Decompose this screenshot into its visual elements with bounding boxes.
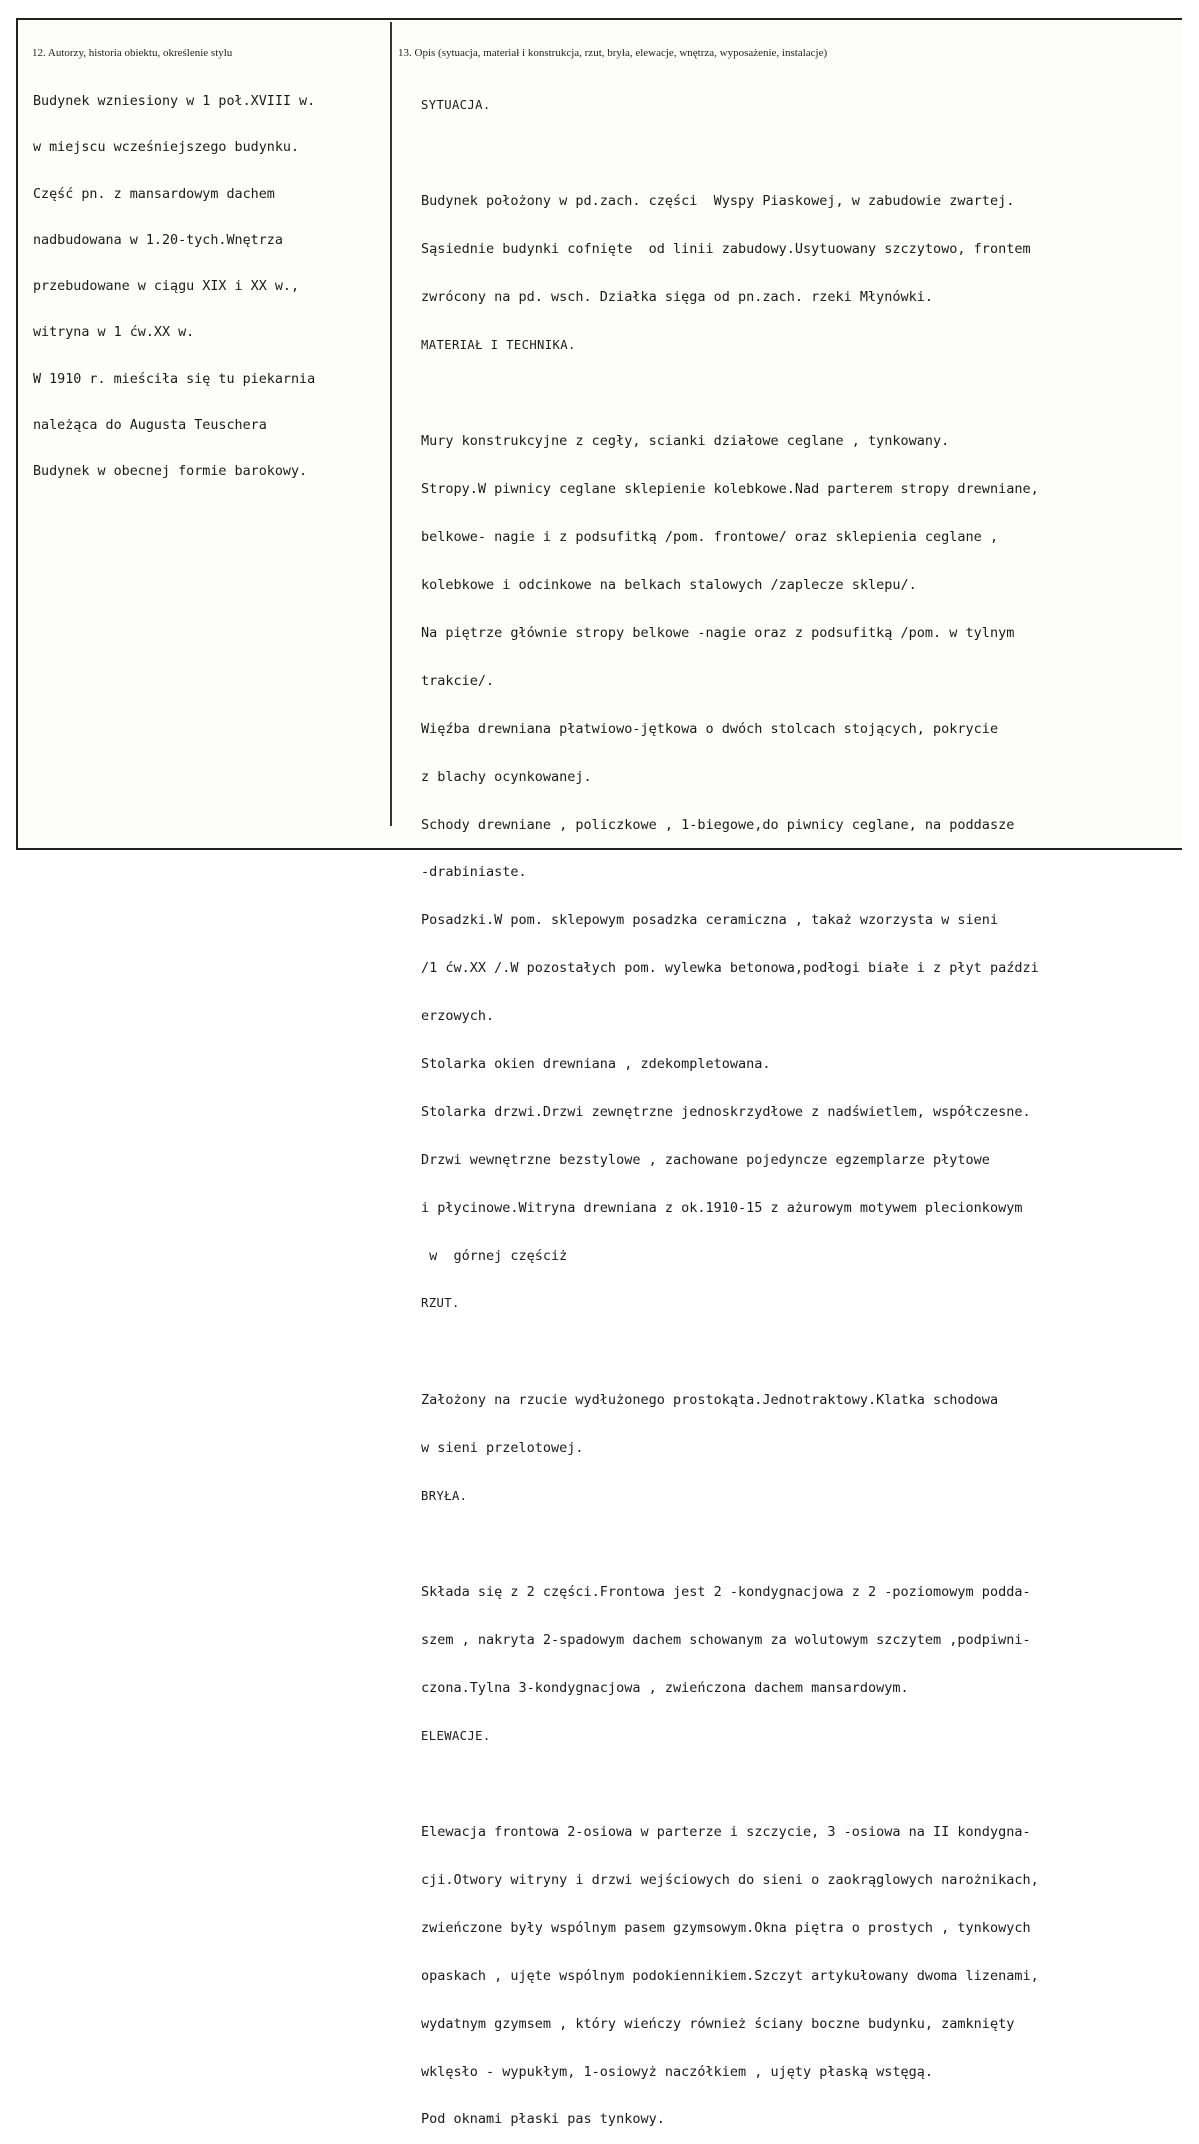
description-line: Sąsiednie budynki cofnięte od linii zabudowy.Usytuowany szczytowo, frontem	[421, 241, 1031, 258]
section-heading-elewacje: ELEWACJE.	[421, 1728, 491, 1743]
history-line: Budynek w obecnej formie barokowy.	[33, 464, 308, 480]
description-line: cji.Otwory witryny i drzwi wejściowych do sieni o zaokrąglowych narożnikach,	[421, 1872, 1039, 1888]
description-line: Więźba drewniana płatwiowo-jętkowa o dwóch stolcach stojących, pokrycie	[421, 720, 999, 737]
description-line: /1 ćw.XX /.W pozostałych pom. wylewka betonowa,podłogi białe i z płyt paździ	[421, 960, 1039, 977]
section-heading-material: MATERIAŁ I TECHNIKA.	[421, 338, 576, 353]
description-line: -drabiniaste.	[421, 864, 527, 881]
description-line: Schody drewniane , policzkowe , 1-biegowe,do piwnicy ceglane, na poddasze	[421, 816, 1015, 833]
description-line: erzowych.	[421, 1008, 495, 1025]
description-line: Mury konstrukcyjne z cegły, scianki działowe ceglane , tynkowany.	[421, 433, 950, 450]
blank-line	[421, 1344, 1039, 1361]
description-line: Pod oknami płaski pas tynkowy.	[421, 2111, 665, 2128]
blank-line	[421, 1777, 1039, 1794]
description-line: szem , nakryta 2-spadowym dachem schowanym za wolutowym szczytem ,podpiwni-	[421, 1631, 1031, 1648]
history-line: przebudowane w ciągu XIX i XX w.,	[33, 279, 300, 295]
description-line: belkowe- nagie i z podsufitką /pom. frontowe/ oraz sklepienia ceglane ,	[421, 529, 999, 546]
page-edge	[1182, 0, 1199, 851]
left-field-label: 12. Autorzy, historia obiektu, określenie stylu	[32, 47, 233, 59]
description-text-block	[421, 66, 1039, 2144]
section-heading-sytuacja: SYTUACJA.	[421, 98, 491, 112]
history-text-block	[33, 64, 315, 496]
description-line: opaskach , ujęte wspólnym podokiennikiem.Szczyt artykułowany dwoma lizenami,	[421, 1967, 1039, 1984]
description-line: Elewacja frontowa 2-osiowa w parterze i szczycie, 3 -osiowa na II kondygna-	[421, 1824, 1031, 1841]
description-line: Na piętrze głównie stropy belkowe -nagie oraz z podsufitką /pom. w tylnym	[421, 625, 1015, 642]
description-line: w górnej częściż	[421, 1247, 568, 1264]
blank-line	[421, 386, 1039, 403]
description-line: z blachy ocynkowanej.	[421, 768, 592, 785]
history-line: należąca do Augusta Teuschera	[33, 418, 267, 434]
description-line: Posadzki.W pom. sklepowym posadzka ceramiczna , takaż wzorzysta w sieni	[421, 912, 999, 929]
right-field-label: 13. Opis (sytuacja, materiał i konstrukcja, rzut, bryła, elewacje, wnętrza, wyposażenie, instalacje)	[398, 47, 828, 59]
section-heading-rzut: RZUT.	[421, 1296, 460, 1311]
column-divider	[390, 22, 392, 826]
history-line: nadbudowana w 1.20-tych.Wnętrza	[33, 232, 283, 248]
history-line: w miejscu wcześniejszego budynku.	[33, 140, 300, 156]
history-line: Część pn. z mansardowym dachem	[33, 186, 275, 202]
history-line: W 1910 r. mieściła się tu piekarnia	[33, 371, 316, 387]
description-line: czona.Tylna 3-kondygnacjowa , zwieńczona dachem mansardowym.	[421, 1679, 909, 1696]
blank-line	[421, 1537, 1039, 1554]
section-heading-bryla: BRYŁA.	[421, 1488, 468, 1503]
description-line: Budynek położony w pd.zach. części Wyspy Piaskowej, w zabudowie zwartej.	[421, 193, 1015, 210]
description-line: zwrócony na pd. wsch. Działka sięga od pn.zach. rzeki Młynówki.	[421, 289, 934, 306]
description-line: trakcie/.	[421, 672, 495, 689]
description-line: zwieńczone były wspólnym pasem gzymsowym.Okna piętra o prostych , tynkowych	[421, 1919, 1031, 1936]
description-line: Założony na rzucie wydłużonego prostokąta.Jednotraktowy.Klatka schodowa	[421, 1391, 999, 1408]
blank-line	[421, 146, 1039, 163]
description-line: kolebkowe i odcinkowe na belkach stalowych /zaplecze sklepu/.	[421, 577, 917, 594]
description-line: w sieni przelotowej.	[421, 1439, 584, 1456]
history-line: witryna w 1 ćw.XX w.	[33, 325, 195, 341]
description-line: Stolarka okien drewniana , zdekompletowana.	[421, 1056, 771, 1073]
description-line: wydatnym gzymsem , który wieńczy również ściany boczne budynku, zamknięty	[421, 2015, 1015, 2032]
description-line: Składa się z 2 części.Frontowa jest 2 -kondygnacjowa z 2 -poziomowym podda-	[421, 1584, 1031, 1601]
description-line: wklęsło - wypukłym, 1-osiowyż naczółkiem , ujęty płaską wstęgą.	[421, 2063, 934, 2080]
description-line: Stolarka drzwi.Drzwi zewnętrzne jednoskrzydłowe z nadświetlem, współczesne.	[421, 1103, 1031, 1120]
description-line: Stropy.W piwnicy ceglane sklepienie kolebkowe.Nad parterem stropy drewniane,	[421, 481, 1039, 498]
description-line: i płycinowe.Witryna drewniana z ok.1910-15 z ażurowym motywem plecionkowym	[421, 1199, 1023, 1216]
description-line: Drzwi wewnętrzne bezstylowe , zachowane pojedyncze egzemplarze płytowe	[421, 1151, 990, 1168]
history-line: Budynek wzniesiony w 1 poł.XVIII w.	[33, 94, 316, 109]
